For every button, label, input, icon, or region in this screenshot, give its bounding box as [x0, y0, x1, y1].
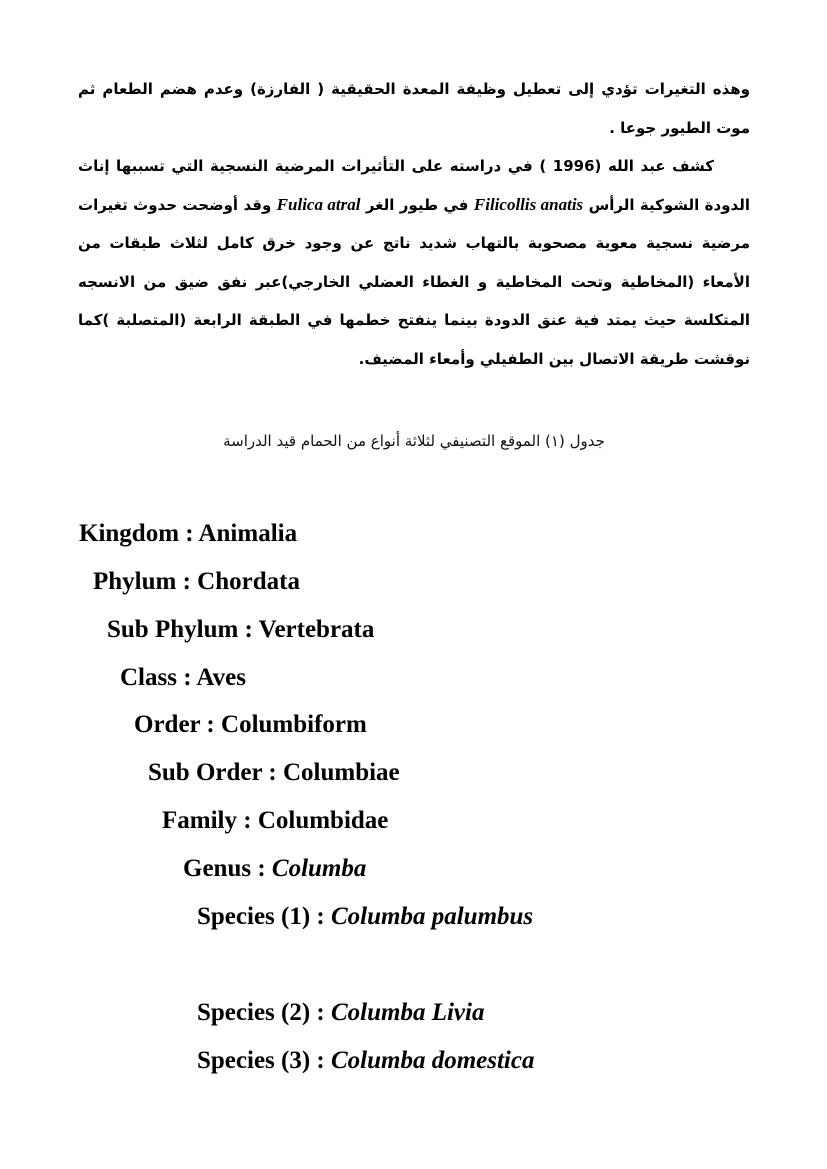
genus-value: Columba: [271, 855, 367, 882]
species-1-label: Species (1) :: [197, 903, 331, 930]
paragraph-2-part-3: وقد أوضحت حدوث تغيرات مرضية نسجية معوية مصحوبة بالتهاب شديد ناتج عن وجود خرق كامل لثلاث طبقات من الأمعاء (المخاطية وتحت المخاطية و الغطاء العضلي الخارجي)عبر نفق ضيق من الانسجه المتكلسة حيث يمتد فية عنق الدودة بينما ينفتح خطمها في الطبقة الرابعة (المتصلبة )كما نوقشت طريقة الاتصال بين الطفيلي وأمعاء المضيف.: [78, 195, 750, 368]
taxonomy-kingdom: Kingdom : Animalia: [79, 520, 298, 547]
species-name-fulica: Fulica atral: [276, 194, 361, 214]
taxonomy-phylum: Phylum : Chordata: [93, 568, 300, 595]
table-caption: جدول (١) الموقع التصنيفي لثلاثة أنواع من الحمام قيد الدراسة: [223, 432, 605, 450]
taxonomy-class: Class : Aves: [120, 664, 246, 691]
paragraph-2-part-2: في طيور الغر: [360, 195, 474, 214]
paragraph-1: وهذه التغيرات تؤدي إلى تعطيل وظيفة المعدة الحقيقية ( الفارزة) وعدم هضم الطعام ثم موت الطيور جوعا .: [78, 80, 750, 137]
taxonomy-subphylum: Sub Phylum : Vertebrata: [107, 616, 375, 643]
species-3-value: Columba domestica: [331, 1047, 535, 1074]
genus-label: Genus :: [183, 855, 272, 882]
arabic-text-block: [78, 70, 750, 378]
paragraph-2: [78, 147, 750, 378]
species-2-value: Columba Livia: [331, 999, 485, 1026]
species-2-label: Species (2) :: [197, 999, 331, 1026]
taxonomy-species-2: [197, 999, 484, 1027]
taxonomy-family: Family : Columbidae: [162, 807, 389, 834]
species-name-filicollis: Filicollis anatis: [473, 194, 584, 214]
species-1-value: Columba palumbus: [331, 903, 534, 930]
paragraph-2-part-1: كشف عبد الله (1996 ) في دراسته على التأثيرات المرضية النسجية التي تسببها إناث الدودة الشوكية الرأس: [78, 157, 750, 214]
taxonomy-genus: [183, 855, 366, 883]
taxonomy-order: Order : Columbiform: [134, 711, 367, 738]
taxonomy-suborder: Sub Order : Columbiae: [148, 759, 400, 786]
taxonomy-species-3: [197, 1047, 534, 1075]
species-3-label: Species (3) :: [197, 1047, 331, 1074]
taxonomy-species-1: [197, 903, 533, 931]
